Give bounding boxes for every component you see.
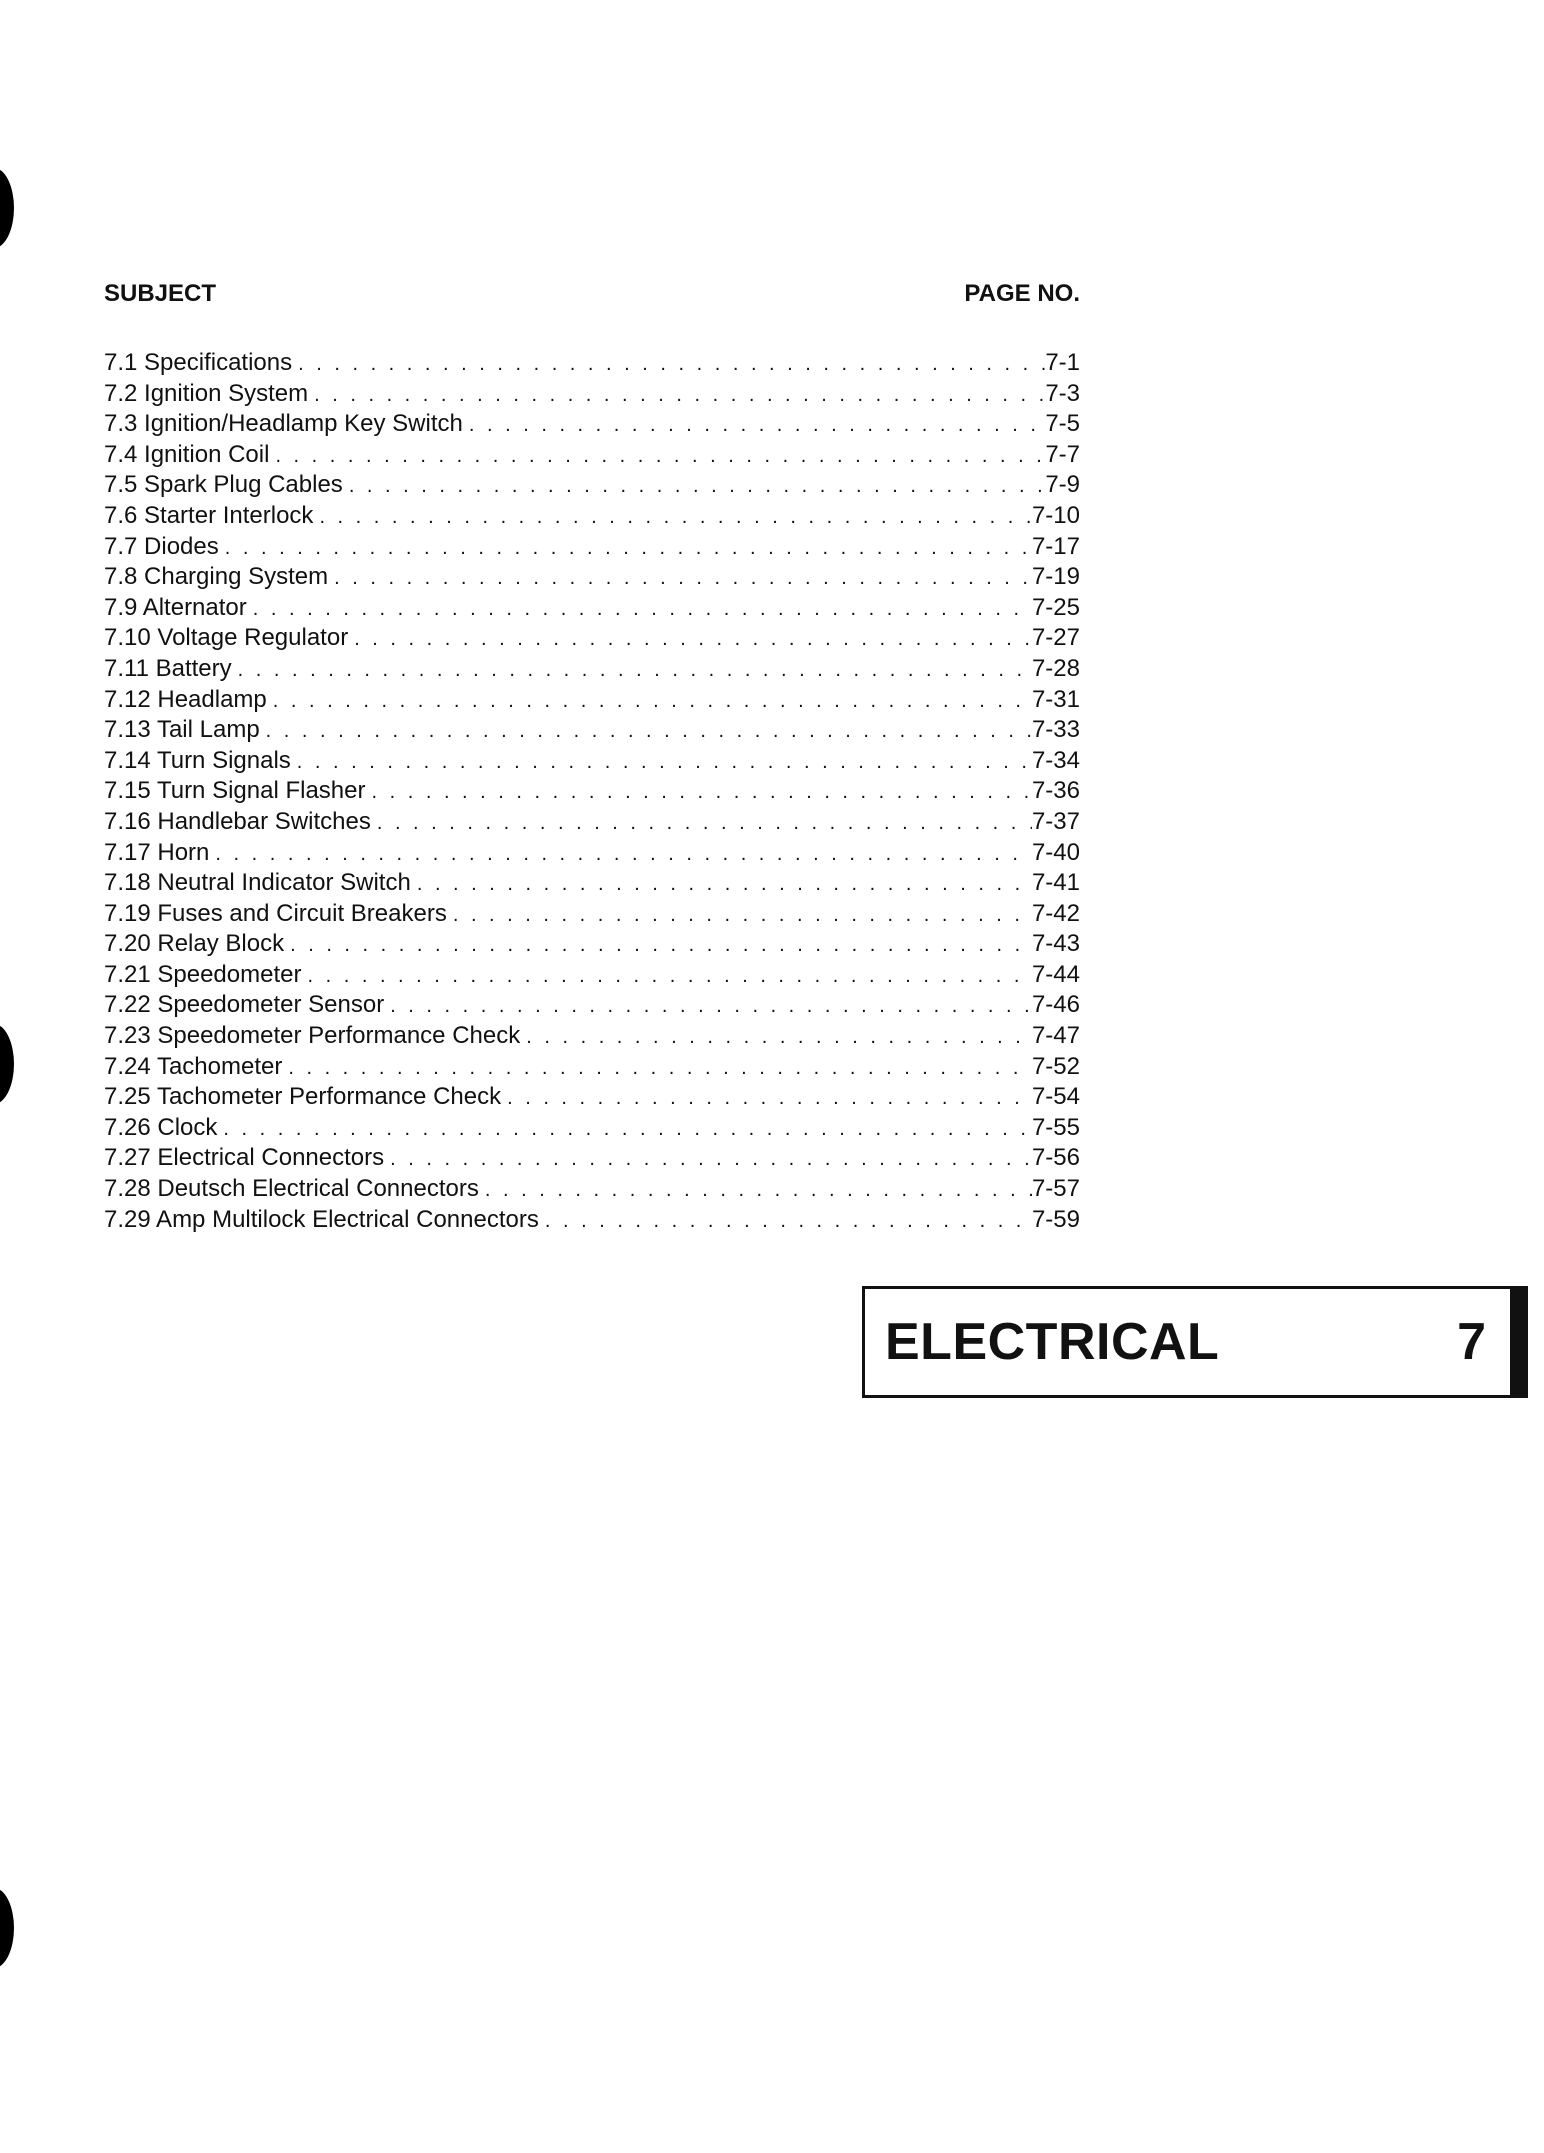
toc-entry-page: 7-52 <box>1031 1052 1080 1080</box>
toc-entry-page: 7-34 <box>1031 746 1080 774</box>
dot-leader <box>253 594 1032 625</box>
toc-entry-subject: 7.15 Turn Signal Flasher <box>104 777 366 805</box>
table-of-contents <box>104 280 1080 1235</box>
dot-leader <box>297 747 1032 778</box>
toc-entry-subject: 7.3 Ignition/Headlamp Key Switch <box>104 410 463 438</box>
toc-entry[interactable] <box>104 1143 1080 1174</box>
dot-leader <box>290 930 1032 961</box>
toc-list <box>104 348 1080 1235</box>
toc-entry-subject: 7.19 Fuses and Circuit Breakers <box>104 899 447 927</box>
dot-leader <box>349 471 1046 502</box>
toc-entry[interactable] <box>104 838 1080 869</box>
toc-entry-page: 7-43 <box>1031 930 1080 958</box>
toc-entry-page: 7-46 <box>1031 991 1080 1019</box>
dot-leader <box>390 1144 1032 1175</box>
dot-leader <box>319 502 1032 533</box>
toc-entry[interactable] <box>104 623 1080 654</box>
toc-entry[interactable] <box>104 470 1080 501</box>
toc-entry-subject: 7.16 Handlebar Switches <box>104 807 371 835</box>
toc-entry-subject: 7.1 Specifications <box>104 349 293 376</box>
toc-entry-page: 7-36 <box>1031 777 1080 805</box>
toc-entry[interactable] <box>104 379 1080 410</box>
section-tab <box>862 1286 1528 1398</box>
punch-hole <box>0 168 14 248</box>
dot-leader <box>307 961 1031 992</box>
toc-entry-page: 7-17 <box>1031 532 1080 560</box>
toc-entry-page: 7-57 <box>1031 1175 1080 1203</box>
dot-leader <box>275 441 1045 472</box>
toc-entry-page: 7-44 <box>1031 960 1080 988</box>
toc-entry-page: 7-25 <box>1031 593 1080 621</box>
toc-entry[interactable] <box>104 776 1080 807</box>
toc-entry-page: 7-27 <box>1031 624 1080 652</box>
toc-entry-subject: 7.2 Ignition System <box>104 379 309 407</box>
toc-entry[interactable] <box>104 807 1080 838</box>
dot-leader <box>545 1206 1032 1237</box>
punch-hole <box>0 1024 14 1104</box>
toc-entry[interactable] <box>104 868 1080 899</box>
toc-entry-page: 7-40 <box>1031 838 1080 866</box>
toc-entry-subject: 7.18 Neutral Indicator Switch <box>104 869 411 897</box>
dot-leader <box>288 1053 1032 1084</box>
toc-entry[interactable] <box>104 1082 1080 1113</box>
toc-entry-subject: 7.11 Battery <box>104 654 232 682</box>
toc-entry-subject: 7.28 Deutsch Electrical Connectors <box>104 1175 479 1203</box>
toc-entry-subject: 7.17 Horn <box>104 838 210 866</box>
toc-entry-page: 7-10 <box>1031 501 1080 529</box>
toc-entry-page: 7-33 <box>1031 716 1080 744</box>
toc-entry-subject: 7.27 Electrical Connectors <box>104 1144 385 1172</box>
toc-entry-page: 7-28 <box>1031 654 1080 682</box>
toc-entry-subject: 7.21 Speedometer <box>104 960 302 988</box>
dot-leader <box>417 869 1032 900</box>
dot-leader <box>238 655 1032 686</box>
toc-entry-subject: 7.4 Ignition Coil <box>104 440 270 468</box>
toc-entry-page: 7-47 <box>1031 1022 1080 1050</box>
toc-entry[interactable] <box>104 562 1080 593</box>
toc-entry[interactable] <box>104 1021 1080 1052</box>
toc-entry[interactable] <box>104 685 1080 716</box>
dot-leader <box>354 624 1032 655</box>
dot-leader <box>223 1114 1032 1145</box>
dot-leader <box>334 563 1032 594</box>
toc-entry-subject: 7.6 Starter Interlock <box>104 501 314 529</box>
toc-entry[interactable] <box>104 1205 1080 1236</box>
toc-entry[interactable] <box>104 746 1080 777</box>
toc-entry-subject: 7.20 Relay Block <box>104 930 285 958</box>
toc-entry-page: 7-59 <box>1031 1205 1080 1233</box>
dot-leader <box>314 380 1045 411</box>
toc-entry-subject: 7.23 Speedometer Performance Check <box>104 1022 521 1050</box>
toc-entry-subject: 7.7 Diodes <box>104 532 219 560</box>
toc-entry[interactable] <box>104 501 1080 532</box>
toc-entry[interactable] <box>104 899 1080 930</box>
toc-entry-subject: 7.13 Tail Lamp <box>104 716 260 744</box>
toc-entry[interactable] <box>104 1113 1080 1144</box>
dot-leader <box>453 900 1032 931</box>
dot-leader <box>377 808 1032 839</box>
toc-entry[interactable] <box>104 440 1080 471</box>
dot-leader <box>273 686 1032 717</box>
toc-entry[interactable] <box>104 532 1080 563</box>
dot-leader <box>225 533 1032 564</box>
dot-leader <box>469 410 1045 441</box>
toc-entry-page: 7-3 <box>1045 379 1080 407</box>
page-column-header: PAGE NO. <box>964 280 1080 307</box>
toc-entry-page: 7-41 <box>1031 869 1080 897</box>
toc-entry-subject: 7.9 Alternator <box>104 593 247 621</box>
toc-entry-subject: 7.5 Spark Plug Cables <box>104 471 343 499</box>
toc-entry[interactable] <box>104 593 1080 624</box>
toc-entry-page: 7-42 <box>1031 899 1080 927</box>
toc-entry-page: 7-54 <box>1031 1083 1080 1111</box>
toc-entry[interactable] <box>104 1174 1080 1205</box>
punch-hole <box>0 1888 14 1968</box>
dot-leader <box>371 777 1031 808</box>
toc-entry-page: 7-9 <box>1045 471 1080 499</box>
toc-entry-page: 7-55 <box>1031 1113 1080 1141</box>
toc-entry[interactable] <box>104 960 1080 991</box>
toc-entry-subject: 7.10 Voltage Regulator <box>104 624 349 652</box>
toc-entry-page: 7-7 <box>1045 440 1080 468</box>
dot-leader <box>390 991 1032 1022</box>
toc-entry-page: 7-31 <box>1031 685 1080 713</box>
section-title: ELECTRICAL <box>885 1313 1220 1371</box>
toc-entry-subject: 7.29 Amp Multilock Electrical Connectors <box>104 1205 539 1233</box>
dot-leader <box>266 716 1032 747</box>
toc-entry[interactable] <box>104 654 1080 685</box>
toc-entry-page: 7-1 <box>1045 349 1080 376</box>
toc-entry-page: 7-37 <box>1031 807 1080 835</box>
toc-entry[interactable] <box>104 1052 1080 1083</box>
toc-entry-subject: 7.8 Charging System <box>104 563 329 591</box>
dot-leader <box>526 1022 1032 1053</box>
subject-column-header: SUBJECT <box>104 280 217 307</box>
toc-entry-page: 7-19 <box>1031 563 1080 591</box>
toc-entry-page: 7-56 <box>1031 1144 1080 1172</box>
dot-leader <box>485 1175 1032 1206</box>
toc-entry-subject: 7.25 Tachometer Performance Check <box>104 1083 502 1111</box>
toc-entry[interactable] <box>104 715 1080 746</box>
toc-entry-subject: 7.12 Headlamp <box>104 685 267 713</box>
toc-entry[interactable] <box>104 348 1080 379</box>
toc-entry-page: 7-5 <box>1045 410 1080 438</box>
toc-entry-subject: 7.26 Clock <box>104 1113 218 1141</box>
dot-leader <box>298 349 1045 380</box>
toc-entry-subject: 7.22 Speedometer Sensor <box>104 991 385 1019</box>
toc-entry-subject: 7.14 Turn Signals <box>104 746 291 774</box>
toc-entry[interactable] <box>104 990 1080 1021</box>
dot-leader <box>507 1083 1032 1114</box>
toc-header <box>104 280 1080 308</box>
toc-entry[interactable] <box>104 929 1080 960</box>
toc-entry[interactable] <box>104 409 1080 440</box>
toc-entry-subject: 7.24 Tachometer <box>104 1052 283 1080</box>
dot-leader <box>215 839 1032 870</box>
section-number: 7 <box>1457 1313 1486 1371</box>
